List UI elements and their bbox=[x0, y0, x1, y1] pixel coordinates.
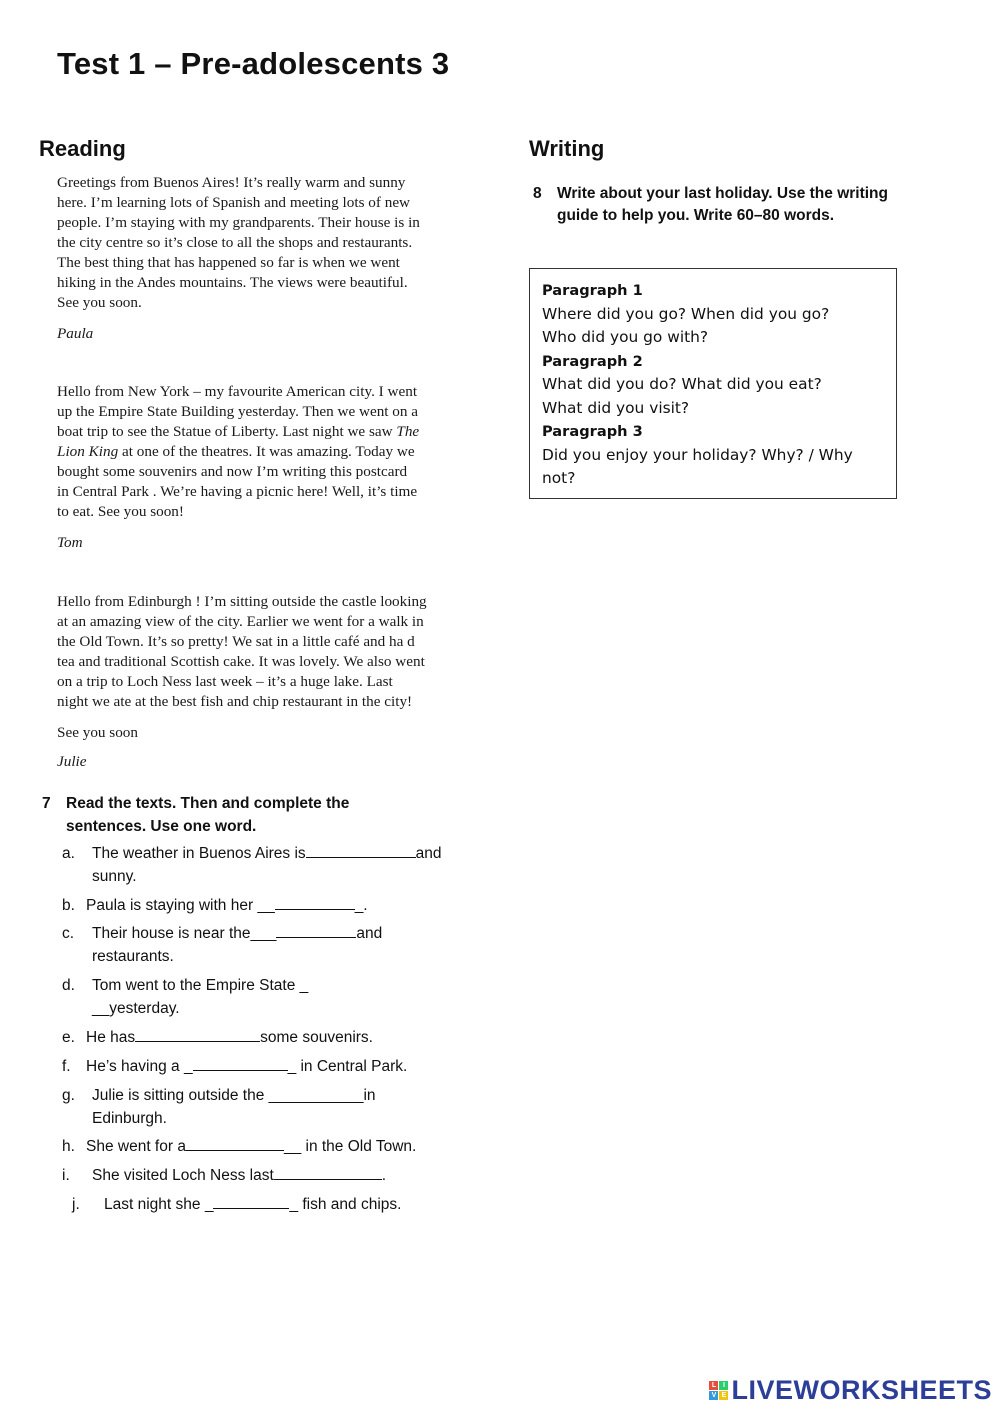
answer-blank-h[interactable] bbox=[186, 1135, 284, 1151]
writing-heading: Writing bbox=[529, 136, 605, 161]
item-letter: b. bbox=[62, 897, 75, 914]
item-text bbox=[92, 922, 382, 945]
guide-question: What did you do? What did you eat? bbox=[542, 375, 822, 393]
logo-letter: V bbox=[709, 1391, 718, 1400]
letter-tom bbox=[57, 382, 457, 522]
letter-line: at an amazing view of the city. Earlier we went for a walk in bbox=[57, 613, 424, 630]
letter-line: Hello from Edinburgh ! I’m sitting outside the castle looking bbox=[57, 593, 427, 610]
letter-line: the Old Town. It’s so pretty! We sat in a little café and ha d bbox=[57, 633, 415, 650]
closing-julie: See you soon bbox=[57, 724, 138, 741]
letter-line: The best thing that has happened so far is when we went bbox=[57, 254, 400, 271]
answer-blank-c[interactable] bbox=[276, 922, 356, 938]
letter-line: bought some souvenirs and now I’m writing this postcard bbox=[57, 463, 408, 480]
letter-text: boat trip to see the Statue of Liberty. Last night we saw bbox=[57, 423, 397, 440]
answer-blank-a[interactable] bbox=[306, 842, 416, 858]
item-text-cont: restaurants. bbox=[92, 948, 174, 965]
signature-paula: Paula bbox=[57, 325, 94, 342]
guide-question: Where did you go? When did you go? bbox=[542, 304, 830, 323]
guide-question: Did you enjoy your holiday? Why? / Why bbox=[542, 445, 853, 464]
letter-paula bbox=[57, 173, 457, 313]
letter-line: hiking in the Andes mountains. The views were beautiful. bbox=[57, 274, 408, 291]
answer-blank-g[interactable]: Julie is sitting outside the ___________ bbox=[92, 1087, 364, 1104]
letter-line: tea and traditional Scottish cake. It was lovely. We also went bbox=[57, 653, 425, 670]
item-text-after: and bbox=[356, 925, 383, 942]
instruction-line: sentences. Use one word. bbox=[66, 818, 257, 835]
item-letter: f. bbox=[62, 1058, 71, 1075]
instruction-line: guide to help you. Write 60–80 words. bbox=[557, 207, 835, 224]
item-text-cont: Edinburgh. bbox=[92, 1110, 167, 1127]
item-text-after: and bbox=[415, 845, 442, 862]
paragraph-label: Paragraph 3 bbox=[542, 423, 643, 440]
italic-title: Lion King bbox=[57, 443, 119, 460]
item-text bbox=[86, 1055, 407, 1078]
answer-blank-j[interactable] bbox=[213, 1193, 289, 1209]
task-number: 7 bbox=[42, 795, 51, 812]
item-letter: c. bbox=[62, 925, 75, 942]
item-text-before: The weather in Buenos Aires is bbox=[92, 845, 306, 862]
instruction-line: Write about your last holiday. Use the writing bbox=[557, 185, 888, 202]
logo-wordmark: LIVEWORKSHEETS bbox=[731, 1375, 992, 1405]
item-text bbox=[92, 842, 442, 865]
item-text-before: Last night she _ bbox=[104, 1196, 214, 1213]
answer-blank-e[interactable] bbox=[135, 1026, 260, 1042]
logo-letter: I bbox=[719, 1381, 728, 1390]
question-j bbox=[72, 1193, 482, 1217]
question-c bbox=[62, 922, 482, 970]
liveworksheets-logo[interactable] bbox=[709, 1375, 992, 1406]
item-letter: g. bbox=[62, 1087, 75, 1104]
question-g bbox=[62, 1084, 482, 1132]
guide-question: What did you visit? bbox=[542, 398, 690, 417]
writing-guide-box bbox=[529, 268, 897, 499]
item-text-before: He has bbox=[86, 1029, 136, 1046]
question-f bbox=[62, 1055, 482, 1079]
letter-line bbox=[57, 442, 457, 462]
letter-line: See you soon. bbox=[57, 294, 142, 311]
letter-line: in Central Park . We’re having a picnic here! Well, it’s time bbox=[57, 483, 418, 500]
item-letter: d. bbox=[62, 977, 75, 994]
logo-letter: E bbox=[719, 1391, 728, 1400]
item-text-before: He’s having a _ bbox=[86, 1058, 193, 1075]
guide-question: not? bbox=[542, 469, 576, 487]
item-letter: j. bbox=[72, 1196, 80, 1213]
task-number: 8 bbox=[533, 185, 542, 202]
item-text-after: . bbox=[381, 1167, 387, 1184]
guide-question: Who did you go with? bbox=[542, 328, 709, 346]
letter-line: here. I’m learning lots of Spanish and meeting lots of new bbox=[57, 194, 411, 211]
item-text-before: Paula is staying with her __ bbox=[86, 897, 275, 914]
item-text-before: Their house is near the___ bbox=[92, 925, 277, 942]
question-h bbox=[62, 1135, 482, 1159]
item-letter: e. bbox=[62, 1029, 75, 1046]
item-text-after: some souvenirs. bbox=[260, 1029, 373, 1046]
item-letter: a. bbox=[62, 845, 75, 862]
task8-instruction bbox=[533, 182, 953, 230]
item-text-after: _. bbox=[354, 897, 368, 914]
item-text-cont: sunny. bbox=[92, 868, 137, 885]
question-b bbox=[62, 894, 482, 918]
item-text-after: _ fish and chips. bbox=[289, 1196, 402, 1213]
logo-mark-icon bbox=[709, 1381, 728, 1400]
letter-text: at one of the theatres. It was amazing. Today we bbox=[122, 443, 415, 460]
task7-instruction bbox=[42, 792, 462, 840]
item-text-before: She went for a bbox=[86, 1138, 186, 1155]
letter-line: to eat. See you soon! bbox=[57, 503, 184, 520]
item-text bbox=[86, 1026, 373, 1049]
letter-line: the city centre so it’s close to all the shops and restaurants. bbox=[57, 234, 413, 251]
answer-blank-i[interactable] bbox=[274, 1164, 382, 1180]
instruction-line: Read the texts. Then and complete the bbox=[66, 795, 350, 812]
item-text: Tom went to the Empire State _ bbox=[92, 977, 309, 994]
question-d bbox=[62, 974, 482, 1022]
item-text bbox=[104, 1193, 401, 1216]
italic-title: The bbox=[396, 423, 420, 440]
answer-blank-d[interactable]: __yesterday. bbox=[92, 1000, 180, 1017]
answer-blank-b[interactable] bbox=[275, 894, 355, 910]
paragraph-label: Paragraph 2 bbox=[542, 352, 643, 370]
item-text-after: __ in the Old Town. bbox=[283, 1138, 417, 1155]
question-e bbox=[62, 1026, 482, 1050]
answer-blank-f[interactable] bbox=[193, 1055, 288, 1071]
item-text bbox=[92, 1084, 376, 1107]
signature-julie: Julie bbox=[57, 753, 87, 770]
letter-julie bbox=[57, 592, 457, 712]
reading-heading: Reading bbox=[39, 136, 126, 161]
letter-line: up the Empire State Building yesterday. Then we went on a bbox=[57, 403, 419, 420]
letter-line: Hello from New York – my favourite American city. I went bbox=[57, 383, 418, 400]
item-text bbox=[86, 894, 368, 917]
letter-line bbox=[57, 422, 457, 442]
question-a bbox=[62, 842, 482, 890]
question-i bbox=[62, 1164, 482, 1188]
item-text bbox=[92, 1164, 386, 1187]
logo-letter: L bbox=[709, 1381, 718, 1390]
item-text-after: in bbox=[363, 1087, 376, 1104]
page-title: Test 1 – Pre-adolescents 3 bbox=[57, 46, 450, 81]
paragraph-label: Paragraph 1 bbox=[542, 282, 643, 299]
letter-line: people. I’m staying with my grandparents. Their house is in bbox=[57, 214, 420, 231]
letter-line: Greetings from Buenos Aires! It’s really warm and sunny bbox=[57, 174, 406, 191]
item-text-before: She visited Loch Ness last bbox=[92, 1167, 274, 1184]
item-text bbox=[86, 1135, 416, 1158]
item-letter: h. bbox=[62, 1138, 75, 1155]
item-letter: i. bbox=[62, 1167, 70, 1184]
item-text-after: _ in Central Park. bbox=[287, 1058, 408, 1075]
signature-tom: Tom bbox=[57, 534, 83, 551]
letter-line: on a trip to Loch Ness last week – it’s a huge lake. Last bbox=[57, 673, 393, 690]
letter-line: night we ate at the best fish and chip restaurant in the city! bbox=[57, 693, 413, 710]
